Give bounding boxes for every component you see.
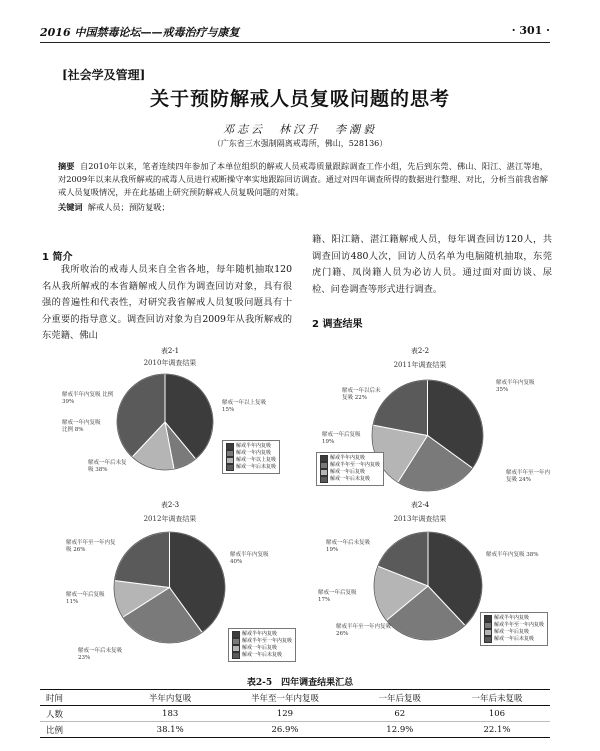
section1-heading: 1 简介	[42, 252, 73, 263]
chart1-label-4: 解戒一年后未复吸 38%	[88, 460, 127, 473]
legend-item: 解戒半年内复吸	[226, 443, 276, 450]
legend-item: 解戒半年至一年内复吸	[484, 622, 544, 629]
table-row	[40, 706, 550, 722]
table-cell: 比例	[40, 722, 126, 738]
table-cell: 183	[126, 706, 214, 722]
abstract-label: 摘要	[58, 161, 75, 171]
chart2-legend	[316, 452, 384, 486]
table-cell: 106	[444, 706, 550, 722]
chart2-label-4: 解戒半年至一年内复吸 24%	[506, 470, 551, 483]
abstract	[58, 160, 548, 199]
legend-swatch	[320, 455, 328, 462]
legend-item: 解戒一年后复吸	[484, 629, 544, 636]
legend-swatch	[320, 476, 328, 483]
table-cell: 12.9%	[356, 722, 444, 738]
header-rule	[40, 42, 550, 43]
pie-slice-4	[114, 532, 169, 588]
legend-item: 解戒半年内复吸	[484, 615, 544, 622]
legend-swatch	[232, 645, 240, 652]
chart4-caption: 表2-4	[410, 501, 430, 509]
table-caption: 表2-5 四年调查结果汇总	[246, 678, 354, 688]
chart3-label-1: 解戒半年内复吸 40%	[230, 552, 269, 565]
chart1-caption: 表2-1	[160, 347, 180, 355]
legend-swatch	[484, 636, 492, 643]
table-cell: 129	[214, 706, 355, 722]
table-cell: 38.1%	[126, 722, 214, 738]
table-cell: 人数	[40, 706, 126, 722]
paper-title: 关于预防解戒人员复吸问题的思考	[149, 88, 450, 110]
chart4-legend	[480, 612, 548, 646]
legend-swatch	[320, 469, 328, 476]
table-cell: 62	[356, 706, 444, 722]
chart3-caption: 表2-3	[160, 501, 180, 509]
legend-item: 解戒一年后未复吸	[484, 636, 544, 643]
chart2-label-1: 解戒半年内复吸 35%	[496, 380, 535, 393]
authors: 邓志云 林汉升 李潮毅	[223, 123, 377, 136]
running-header	[40, 24, 550, 40]
keywords	[58, 202, 548, 213]
summary-table	[40, 689, 550, 738]
table-header-cell: 一年后未复吸	[444, 690, 550, 706]
chart2-caption: 表2-2	[410, 347, 430, 355]
chart3-label-3: 解戒半年至一年内复吸 26%	[66, 540, 116, 553]
affiliation: （广东省三水强制隔离戒毒所，佛山，528136）	[212, 139, 388, 148]
table-cell: 26.9%	[214, 722, 355, 738]
chart3-title: 2012年调查结果	[143, 515, 197, 523]
chart3-pie	[112, 530, 227, 645]
chart3-label-4: 解戒一年后未复吸 23%	[78, 648, 123, 661]
keywords-text: 解戒人员；預防复吸；	[87, 202, 170, 212]
table-cell: 22.1%	[444, 722, 550, 738]
legend-item: 解戒一年后复吸	[320, 469, 380, 476]
legend-swatch	[226, 443, 234, 450]
legend-swatch	[232, 638, 240, 645]
chart4-label-3: 解戒半年至一年内复吸 26%	[336, 624, 392, 637]
legend-swatch	[320, 462, 328, 469]
keywords-label: 关键词	[58, 202, 83, 212]
chart1-pie	[115, 372, 215, 472]
chart4-title: 2013年调查结果	[393, 515, 447, 523]
table-header-cell: 半年内复吸	[126, 690, 214, 706]
legend-swatch	[232, 652, 240, 659]
chart2-title: 2011年调查结果	[393, 361, 447, 369]
chart1-legend	[222, 440, 280, 474]
table-header-cell: 时间	[40, 690, 126, 706]
legend-swatch	[226, 457, 234, 464]
section1-continued: 籍、阳江籍、湛江籍解戒人员，每年调查回访120人，共调查回访480人次，回访人员名单为电脑随机抽取，东莞虎门籍、凤岗籍人员为必访人员。通过面对面访谈、尿检、问卷调查等形式进行调查。	[312, 234, 552, 295]
chart4-label-4: 解戒一年后未复吸 19%	[326, 540, 371, 553]
chart3-label-2: 解戒一年后复吸 11%	[66, 592, 105, 605]
legend-item: 解戒半年至一年内复吸	[320, 462, 380, 469]
legend-swatch	[484, 622, 492, 629]
chart2-label-2: 解戒一年后复吸 19%	[322, 432, 361, 445]
legend-item: 解戒一年后未复吸	[226, 464, 276, 471]
legend-item: 解戒一年以上复吸	[226, 457, 276, 464]
section2-heading: 2 调查结果	[312, 319, 363, 330]
legend-item: 解戒半年内复吸	[320, 455, 380, 462]
chart2-label-3: 解戒一年以后未复吸 22%	[342, 388, 381, 401]
chart1-title: 2010年调查结果	[143, 359, 197, 367]
chart4-label-2: 解戒一年后复吸 17%	[318, 590, 357, 603]
chart3-legend	[228, 628, 296, 662]
chart2-pie	[370, 378, 485, 493]
page-number: · 301 ·	[511, 24, 550, 37]
legend-item: 解戒一年后未复吸	[232, 652, 292, 659]
legend-swatch	[226, 450, 234, 457]
section1-text: 我所收治的戒毒人员来自全省各地，每年随机抽取120名从我所解戒的本省籍解戒人员作为调查回访对象，具有很强的普遍性和代表性，对研究我省解戒人员复吸问题具有十分重要的指导意义。调查回访对象为自2009年从我所解戒的东莞籍、佛山	[42, 264, 292, 341]
table-row	[40, 722, 550, 738]
chart1-label-1: 解戒半年内复吸 比例 39%	[62, 392, 114, 405]
table-header-cell: 半年至一年内复吸	[214, 690, 355, 706]
legend-item: 解戒一年后复吸	[232, 645, 292, 652]
chart4-label-1: 解戒半年内复吸 38%	[486, 552, 539, 558]
chart1-label-3: 解戒一年以上复吸 15%	[222, 400, 267, 413]
legend-item: 解戒一年内复吸	[226, 450, 276, 457]
legend-swatch	[484, 629, 492, 636]
legend-swatch	[226, 464, 234, 471]
legend-item: 解戒半年至一年内复吸	[232, 638, 292, 645]
legend-item: 解戒半年内复吸	[232, 631, 292, 638]
section-tag: [社会学及管理]	[62, 68, 146, 82]
legend-swatch	[232, 631, 240, 638]
legend-item: 解戒一年后未复吸	[320, 476, 380, 483]
abstract-text: 自2010年以来，笔者连续四年参加了本单位组织的解戒人员戒毒质量跟踪调查工作小组，先后到东莞、佛山、阳江、湛江等地，对2009年以来从我所解戒的戒毒人员进行戒断操守率实地跟踪回访调查。通过对四年调查所得的数据进行整理、对比，分析当前我省解戒人员复吸情况，并在此基础上研究预防解戒人员复吸问题的对策。	[58, 161, 548, 197]
table-header-row	[40, 690, 550, 706]
chart1-label-2: 解戒一年内复吸 比例 8%	[62, 420, 101, 433]
legend-swatch	[484, 615, 492, 622]
journal-name: 2016 中国禁毒论坛——戒毒治疗与康复	[40, 26, 240, 39]
table-header-cell: 一年后复吸	[356, 690, 444, 706]
